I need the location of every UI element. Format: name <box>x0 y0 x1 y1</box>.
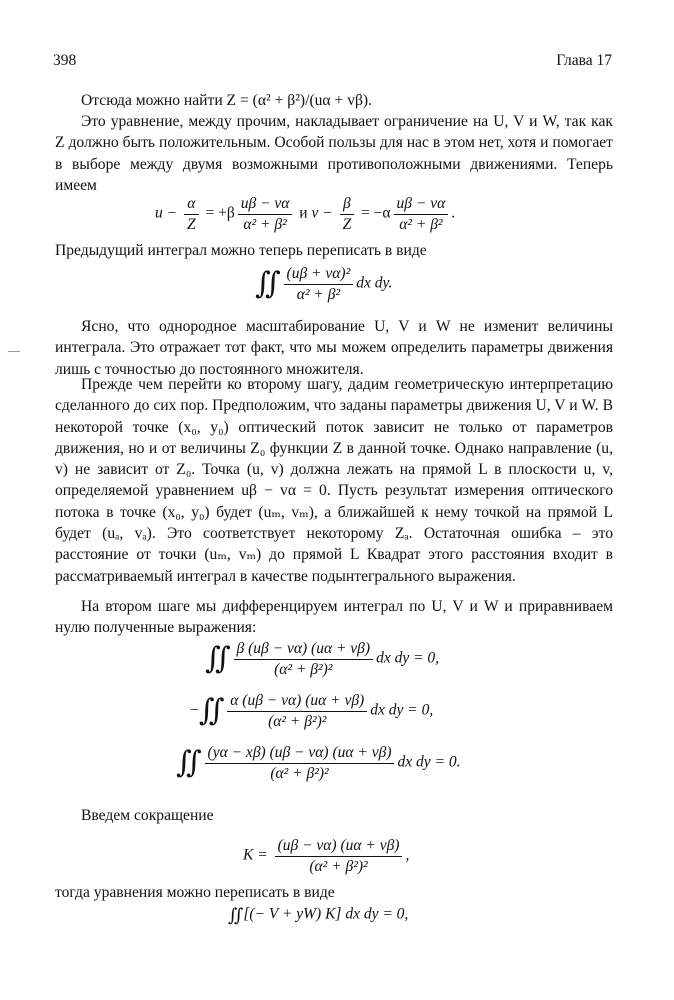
eq3c-tail: dx dy = 0. <box>397 753 461 771</box>
equation-5 <box>228 906 408 924</box>
chapter-header: Глава 17 <box>556 52 612 69</box>
eq3b-tail: dx dy = 0, <box>370 701 434 719</box>
equation-2 <box>255 266 392 302</box>
double-integral-icon: ∬ <box>255 267 273 300</box>
eq1-frac-a-num: α <box>184 196 199 215</box>
eq1-frac-a-den: Z <box>186 215 196 233</box>
eq1-frac-b-den: Z <box>342 215 352 233</box>
eq3c-den: (α² + β²)² <box>270 764 329 782</box>
paragraph-6: На втором шаге мы дифференцируем интеграл по U, V и W и приравниваем нулю полученные выражения: <box>55 598 613 637</box>
eq3b-num: α (uβ − vα) (uα + vβ) <box>227 693 367 712</box>
equation-4 <box>243 838 409 874</box>
eq1-frac-a2-num: uβ − vα <box>238 196 293 215</box>
eq1-and: и <box>295 204 312 222</box>
paragraph-5: Прежде чем перейти ко второму шагу, дадим геометрическую интерпретацию сделанного до сих пор. Предположим, что заданы параметры движения U, V и W. В некоторой точке (x₀, y₀) оптический поток зависит не только от параметров движения, но и от величины Z₀ функции Z в данной точке. Однако направление (u, v) не зависит от Z₀. Точка (u, v) должна лежать на прямой L в плоскости u, v, определяемой уравнением uβ − vα = 0. Пусть результат измерения оптического потока в точке (x₀, y₀) будет (uₘ, vₘ), а ближайшей к нему точкой на прямой L будет (uₐ, vₐ). Это соответствует некоторому Zₐ. Остаточная ошибка – это расстояние от точки (uₘ, vₘ) до прямой L Квадрат этого расстояния входит в рассматриваемый интеграл в качестве подынтегрального выражения. <box>55 376 613 585</box>
eq3b-den: (α² + β²)² <box>268 712 327 730</box>
eq2-den: α² + β² <box>296 285 341 303</box>
eq3a-num: β (uβ − vα) (uα + vβ) <box>234 641 374 660</box>
double-integral-icon: ∬ <box>176 746 194 779</box>
eq2-num: (uβ + vα)² <box>284 266 354 285</box>
eq4-lhs: K = <box>243 846 272 864</box>
eq3a-frac <box>234 641 374 677</box>
equation-1 <box>155 196 455 232</box>
paragraph-7: Введем сокращение <box>81 807 214 824</box>
paragraph-2: Это уравнение, между прочим, накладывает ограничение на U, V и W, так как Z должно быть положительным. Особой пользы для нас в этом нет, хотя и помогает в выборе между двумя возможными противоположными движениями. Теперь имеем <box>55 113 613 194</box>
double-integral-icon: ∬ <box>205 642 223 675</box>
eq1-lhs-b: v − <box>311 204 337 222</box>
eq1-frac-b2-den: α² + β² <box>399 215 443 233</box>
eq4-den: (α² + β²)² <box>309 857 368 875</box>
paragraph-8: тогда уравнения можно переписать в виде <box>55 884 335 901</box>
eq3a-den: (α² + β²)² <box>274 660 333 678</box>
eq3c-frac <box>205 745 395 781</box>
eq1-frac-b-num: β <box>340 196 355 215</box>
eq1-mid-a: = +β <box>201 204 235 222</box>
eq1-frac-a <box>184 196 199 232</box>
eq3c-num: (yα − xβ) (uβ − vα) (uα + vβ) <box>205 745 395 764</box>
eq3b-prefix: − <box>190 701 199 719</box>
eq4-tail: , <box>405 846 410 864</box>
paragraph-3: Предыдущий интеграл можно теперь переписать в виде <box>55 242 427 259</box>
paragraph-4: Ясно, что однородное масштабирование U, V и W не изменит величины интеграла. Это отражает тот факт, что мы можем определить параметры движения лишь с точностью до постоянного множителя. <box>55 318 613 378</box>
equation-3a <box>205 641 439 677</box>
eq1-lhs-a: u − <box>155 204 181 222</box>
eq1-frac-a2 <box>238 196 293 232</box>
eq1-end: . <box>451 204 456 222</box>
eq1-mid-b: = −α <box>357 204 391 222</box>
double-integral-icon: ∬ <box>198 694 217 727</box>
page-number: 398 <box>53 52 77 69</box>
eq1-frac-b <box>340 196 355 232</box>
eq1-frac-b2-num: uβ − vα <box>394 196 449 215</box>
paragraph-1: Отсюда можно найти Z = (α² + β²)/(uα + vβ). <box>81 92 373 109</box>
eq2-frac <box>284 266 354 302</box>
eq5-body: [(− V + yW) K] dx dy = 0, <box>243 905 409 923</box>
eq4-frac <box>275 838 403 874</box>
double-integral-icon: ∬ <box>228 905 240 925</box>
eq1-frac-b2 <box>394 196 449 232</box>
equation-3c <box>176 745 460 781</box>
eq3a-tail: dx dy = 0, <box>376 649 440 667</box>
eq2-tail: dx dy. <box>356 274 393 292</box>
eq1-frac-a2-den: α² + β² <box>243 215 287 233</box>
equation-3b <box>190 693 433 729</box>
eq3b-frac <box>227 693 367 729</box>
margin-dash: — <box>8 343 20 357</box>
eq4-num: (uβ − vα) (uα + vβ) <box>275 838 403 857</box>
